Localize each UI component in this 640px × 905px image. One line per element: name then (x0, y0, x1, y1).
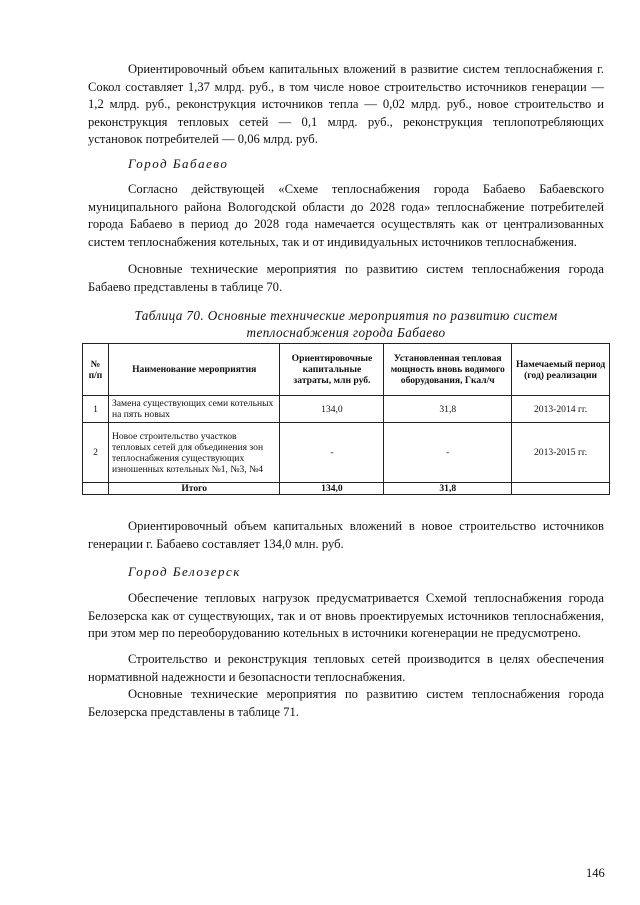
header-cost: Ориентировочные капитальные затраты, млн руб. (280, 344, 384, 396)
babaevo-paragraph-2: Основные технические мероприятия по развитию систем теплоснабжения города Бабаево представлены в таблице 70. (88, 262, 604, 294)
header-name: Наименование мероприятия (108, 344, 280, 396)
babaevo-paragraph-1: Согласно действующей «Схеме теплоснабжения города Бабаево Бабаевского муниципального района Вологодской области до 2028 года» теплоснабжение потребителей города Бабаево в период до 2028 года намечается осуществлять как от централизованных систем теплоснабжения котельных, так и от индивидуальных источников теплоснабжения. (88, 182, 604, 249)
header-period: Намечаемый период (год) реализации (512, 344, 610, 396)
cell-total-empty (83, 483, 109, 495)
header-num: № п/п (83, 344, 109, 396)
belozersk-paragraph-2: Строительство и реконструкция тепловых сетей производится в целях обеспечения нормативной надежности и безопасности теплоснабжения. (88, 652, 604, 684)
cell-total-label: Итого (108, 483, 280, 495)
header-power: Установленная тепловая мощность вновь водимого оборудования, Гкал/ч (384, 344, 512, 396)
cell-num: 1 (83, 396, 109, 423)
table-header-row (83, 344, 610, 396)
cell-total-period (512, 483, 610, 495)
table-caption-line-1: Таблица 70. Основные технические мероприятия по развитию систем (134, 308, 558, 323)
cell-name: Новое строительство участков тепловых сетей для объединения зон теплоснабжения существующих изношенных котельных №1, №3, №4 (108, 423, 280, 483)
cell-power: 31,8 (384, 396, 512, 423)
page-number: 146 (586, 866, 605, 880)
cell-total-cost: 134,0 (280, 483, 384, 495)
cell-num: 2 (83, 423, 109, 483)
table-row (83, 396, 610, 423)
belozersk-paragraph-3: Основные технические мероприятия по развитию систем теплоснабжения города Белозерска представлены в таблице 71. (88, 687, 604, 719)
section-heading-babaevo: Город Бабаево (128, 156, 229, 171)
intro-paragraph: Ориентировочный объем капитальных вложений в развитие систем теплоснабжения г. Сокол составляет 1,37 млрд. руб., в том числе новое строительство источников генерации — 1,2 млрд. руб., реконструкция источников тепла — 0,02 млрд. руб., новое строительство и реконструкция тепловых сетей — 0,1 млрд. руб., реконструкция теплопотребляющих установок потребителей — 0,06 млрд. руб. (88, 62, 604, 146)
cell-period: 2013-2015 гг. (512, 423, 610, 483)
table-row (83, 423, 610, 483)
cell-name: Замена существующих семи котельных на пять новых (108, 396, 280, 423)
belozersk-paragraph-1: Обеспечение тепловых нагрузок предусматривается Схемой теплоснабжения города Белозерска как от существующих, так и от вновь проектируемых источников теплоснабжения, при этом мер по переоборудованию котельных в источники когенерации не предусмотрено. (88, 591, 604, 640)
section-heading-belozersk: Город Белозерск (128, 564, 241, 579)
table-caption-line-2: теплоснабжения города Бабаево (246, 325, 446, 340)
cell-power: - (384, 423, 512, 483)
babaevo-paragraph-3: Ориентировочный объем капитальных вложений в новое строительство источников генерации г. Бабаево составляет 134,0 млн. руб. (88, 519, 604, 551)
cell-period: 2013-2014 гг. (512, 396, 610, 423)
cell-cost: - (280, 423, 384, 483)
cell-cost: 134,0 (280, 396, 384, 423)
cell-total-power: 31,8 (384, 483, 512, 495)
table-total-row (83, 483, 610, 495)
measures-table (82, 343, 610, 495)
